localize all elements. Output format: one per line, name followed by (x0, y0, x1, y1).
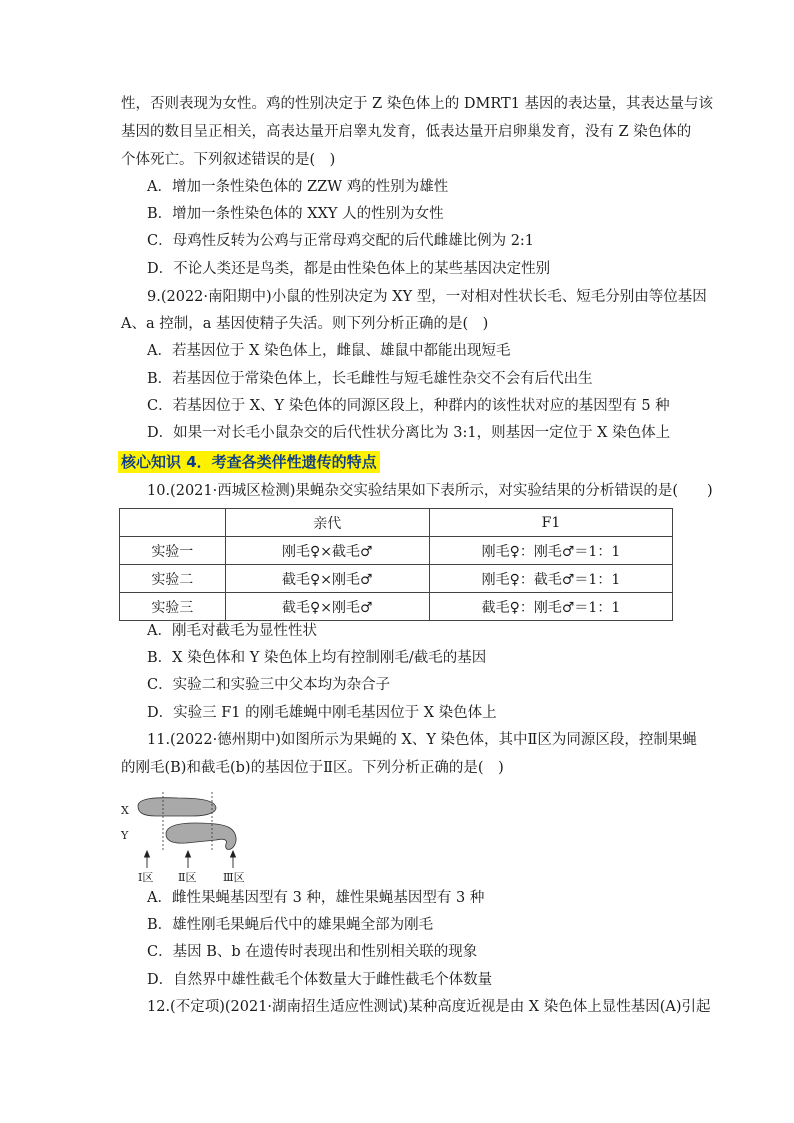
y-chromosome-shape (166, 823, 236, 850)
table-cell: 实验三 (120, 593, 226, 621)
q9-stem-line-2: A、a 控制，a 基因使精子失活。则下列分析正确的是( ) (121, 316, 489, 332)
q8-option-c: C．母鸡性反转为公鸡与正常母鸡交配的后代雌雄比例为 2:1 (147, 233, 535, 249)
q9-stem-line-1: 9.(2022·南阳期中)小鼠的性别决定为 XY 型，一对相对性状长毛、短毛分别由等位基因 (147, 289, 707, 305)
q11-option-b: B．雄性刚毛果蝇后代中的雄果蝇全部为刚毛 (147, 917, 434, 933)
q11-option-a: A．雌性果蝇基因型有 3 种，雄性果蝇基因型有 3 种 (147, 890, 485, 906)
q11-stem-line-1: 11.(2022·德州期中)如图所示为果蝇的 X、Y 染色体，其中Ⅱ区为同源区段，控制果蝇 (147, 732, 697, 748)
table-row (120, 565, 673, 593)
q11-option-d: D．自然界中雄性截毛个体数量大于雌性截毛个体数量 (147, 972, 493, 988)
q9-option-a: A．若基因位于 X 染色体上，雌鼠、雄鼠中都能出现短毛 (147, 343, 511, 359)
q11-option-c: C．基因 B、b 在遗传时表现出和性别相关联的现象 (147, 944, 478, 960)
x-chromosome-shape (138, 798, 216, 816)
region-1-label: Ⅰ区 (138, 871, 154, 884)
region-3-label: Ⅲ区 (223, 871, 245, 884)
intro-line-3: 个体死亡。下列叙述错误的是( ) (121, 152, 336, 168)
q11-stem-line-2: 的刚毛(B)和截毛(b)的基因位于Ⅱ区。下列分析正确的是( ) (121, 760, 504, 776)
q12-stem: 12.(不定项)(2021·湖南招生适应性测试)某种高度近视是由 X 染色体上显性基因(A)引起 (147, 999, 711, 1015)
q9-option-d: D．如果一对长毛小鼠杂交的后代性状分离比为 3:1，则基因一定位于 X 染色体上 (147, 425, 671, 441)
q10-results-table (119, 508, 673, 621)
q8-option-b: B．增加一条性染色体的 XXY 人的性别为女性 (147, 206, 444, 222)
table-header-cell (120, 509, 226, 537)
q10-stem: 10.(2021·西城区检测)果蝇杂交实验结果如下表所示，对实验结果的分析错误的是( ) (147, 483, 713, 499)
table-cell: 刚毛♀：刚毛♂＝1：1 (429, 537, 672, 565)
region-2-label: Ⅱ区 (178, 871, 197, 884)
table-header-row (120, 509, 673, 537)
table-cell: 实验一 (120, 537, 226, 565)
table-row (120, 537, 673, 565)
q10-option-d: D．实验三 F1 的刚毛雄蝇中刚毛基因位于 X 染色体上 (147, 705, 497, 721)
table-cell: 刚毛♀×截毛♂ (225, 537, 429, 565)
intro-line-2: 基因的数目呈正相关，高表达量开启睾丸发育，低表达量开启卵巢发育，没有 Z 染色体的 (121, 124, 692, 140)
q10-option-a: A．刚毛对截毛为显性性状 (147, 623, 317, 639)
table-cell: 截毛♀：刚毛♂＝1：1 (429, 593, 672, 621)
x-chromosome-label: X (121, 804, 129, 817)
table-cell: 截毛♀×刚毛♂ (225, 565, 429, 593)
table-cell: 截毛♀×刚毛♂ (225, 593, 429, 621)
q9-option-c: C．若基因位于 X、Y 染色体的同源区段上，种群内的该性状对应的基因型有 5 种 (147, 398, 670, 414)
table-cell: 实验二 (120, 565, 226, 593)
table-row (120, 593, 673, 621)
q10-option-c: C．实验二和实验三中父本均为杂合子 (147, 677, 391, 693)
q8-option-a: A．增加一条性染色体的 ZZW 鸡的性别为雄性 (147, 179, 449, 195)
q9-option-b: B．若基因位于常染色体上，长毛雌性与短毛雄性杂交不会有后代出生 (147, 371, 593, 387)
q10-option-b: B．X 染色体和 Y 染色体上均有控制刚毛/截毛的基因 (147, 650, 487, 666)
table-header-cell: F1 (429, 509, 672, 537)
y-chromosome-label: Y (121, 829, 129, 842)
section-heading: 核心知识 4．考查各类伴性遗传的特点 (118, 451, 380, 473)
q8-option-d: D．不论人类还是鸟类，都是由性染色体上的某些基因决定性别 (147, 261, 551, 277)
table-cell: 刚毛♀：截毛♂＝1：1 (429, 565, 672, 593)
xy-chromosome-figure (116, 788, 256, 884)
intro-line-1: 性，否则表现为女性。鸡的性别决定于 Z 染色体上的 DMRT1 基因的表达量，其表达量与该 (121, 96, 714, 112)
table-header-cell: 亲代 (225, 509, 429, 537)
